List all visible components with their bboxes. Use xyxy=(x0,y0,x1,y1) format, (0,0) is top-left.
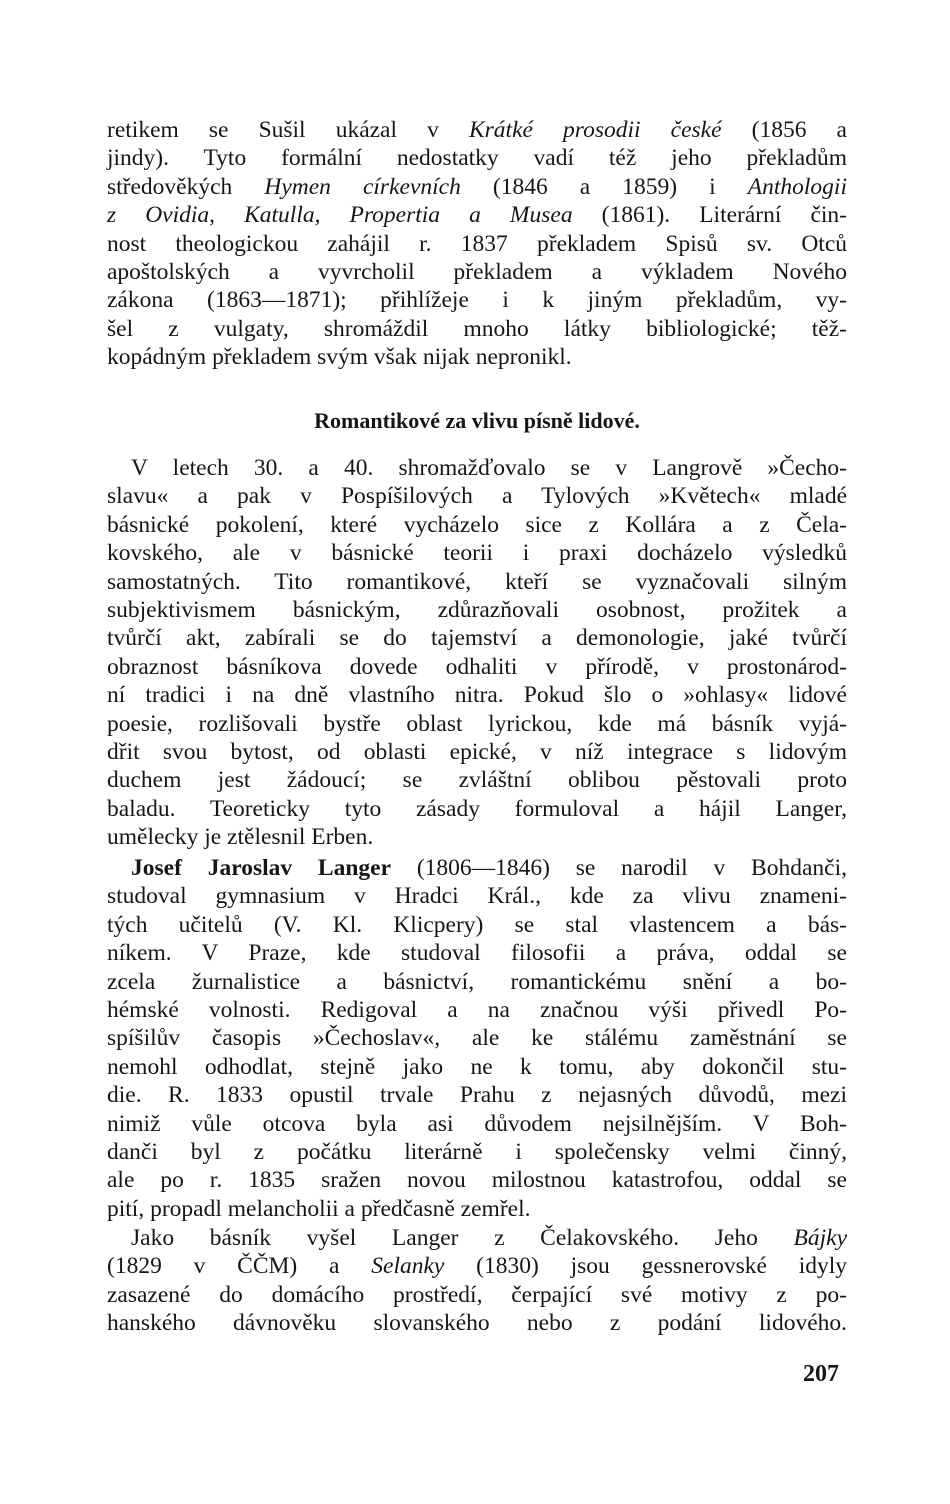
text-line: níkem. V Praze, kde studoval filosofii a práva, oddal se xyxy=(107,940,847,967)
text-line: nimiž vůle otcova byla asi důvodem nejsilnějším. V Boh- xyxy=(107,1110,847,1137)
paragraph-romantics xyxy=(107,454,847,851)
author-name: Josef Jaroslav Langer xyxy=(131,855,392,881)
text-line: hanského dávnověku slovanského nebo z podání lidového. xyxy=(107,1310,847,1337)
text-line: V letech 30. a 40. shromažďovalo se v Langrově »Čecho- xyxy=(131,455,847,481)
paragraph-langer-poetry xyxy=(107,1224,847,1338)
text-line: tvůrčí akt, zabírali se do tajemství a demonologie, jaké tvůrčí xyxy=(107,625,847,652)
text-line: jindy). Tyto formální nedostatky vadí též jeho překladům xyxy=(107,145,847,172)
section-heading: Romantikové za vlivu písně lidové. xyxy=(314,408,640,433)
text-line: danči byl z počátku literárně i společensky velmi činný, xyxy=(107,1138,847,1165)
text-line: apoštolských a vyvrcholil překladem a výkladem Nového xyxy=(107,258,847,285)
text-line: spíšilův časopis »Čechoslav«, ale ke stálému zaměstnání se xyxy=(107,1025,847,1052)
text-line: studoval gymnasium v Hradci Král., kde za vlivu znameni- xyxy=(107,883,847,910)
text-line: Josef Jaroslav Langer (1806—1846) se narodil v Bohdanči, xyxy=(131,855,847,881)
text-line: slavu« a pak v Pospíšilových a Tylových »Květech« mladé xyxy=(107,483,847,510)
text-line: tých učitelů (V. Kl. Klicpery) se stal vlastencem a bás- xyxy=(107,911,847,938)
text-line: umělecky je ztělesnil Erben. xyxy=(107,824,374,851)
text-line: kovského, ale v básnické teorii i praxi docházelo výsledků xyxy=(107,540,847,567)
text-line: z Ovidia, Katulla, Propertia a Musea (1861). Literární čin- xyxy=(107,202,847,229)
text-line: baladu. Teoreticky tyto zásady formuloval a hájil Langer, xyxy=(107,795,847,822)
text-line: pití, propadl melancholii a předčasně zemřel. xyxy=(107,1195,531,1222)
text-line: dřit svou bytost, od oblasti epické, v níž integrace s lidovým xyxy=(107,738,847,765)
text-line: (1829 v ČČM) a Selanky (1830) jsou gessnerovské idyly xyxy=(107,1253,847,1280)
text-line: nemohl odhodlat, stejně jako ne k tomu, aby dokončil stu- xyxy=(107,1053,847,1080)
text-line: poesie, rozlišovali bystře oblast lyrickou, kde má básník vyjá- xyxy=(107,710,847,737)
text-line: Jako básník vyšel Langer z Čelakovského. Jeho Bájky xyxy=(131,1225,847,1251)
text-line: hémské volnosti. Redigoval a na značnou výši přivedl Po- xyxy=(107,996,847,1023)
text-line: básnické pokolení, které vycházelo sice z Kollára a z Čela- xyxy=(107,511,847,538)
text-line: zákona (1863—1871); přihlížeje i k jiným překladům, vy- xyxy=(107,287,847,314)
text-line: nost theologickou zahájil r. 1837 překladem Spisů sv. Otců xyxy=(107,230,847,257)
text-line: středověkých Hymen církevních (1846 a 1859) i Anthologii xyxy=(107,173,847,200)
text-line: samostatných. Tito romantikové, kteří se vyznačovali silným xyxy=(107,568,847,595)
paragraph-langer-bio xyxy=(107,854,847,1223)
text-line: obraznost básníkova dovede odhaliti v přírodě, v prostonárod- xyxy=(107,653,847,680)
text-line: zcela žurnalistice a básnictví, romantickému snění a bo- xyxy=(107,968,847,995)
text-line: die. R. 1833 opustil trvale Prahu z nejasných důvodů, mezi xyxy=(107,1082,847,1109)
text-line: kopádným překladem svým však nijak nepronikl. xyxy=(107,344,572,371)
text-line: duchem jest žádoucí; se zvláštní oblibou pěstovali proto xyxy=(107,767,847,794)
paragraph-sushil xyxy=(107,116,847,372)
text-line: ale po r. 1835 sražen novou milostnou katastrofou, oddal se xyxy=(107,1167,847,1194)
text-line: šel z vulgaty, shromáždil mnoho látky bibliologické; těž- xyxy=(107,315,847,342)
text-line: zasazené do domácího prostředí, čerpající své motivy z po- xyxy=(107,1281,847,1308)
text-line: subjektivismem básnickým, zdůrazňovali osobnost, prožitek a xyxy=(107,596,847,623)
text-line: ní tradici i na dně vlastního nitra. Pokud šlo o »ohlasy« lidové xyxy=(107,682,847,709)
page-number: 207 xyxy=(803,1361,839,1387)
text-line: retikem se Sušil ukázal v Krátké prosodii české (1856 a xyxy=(107,117,847,143)
